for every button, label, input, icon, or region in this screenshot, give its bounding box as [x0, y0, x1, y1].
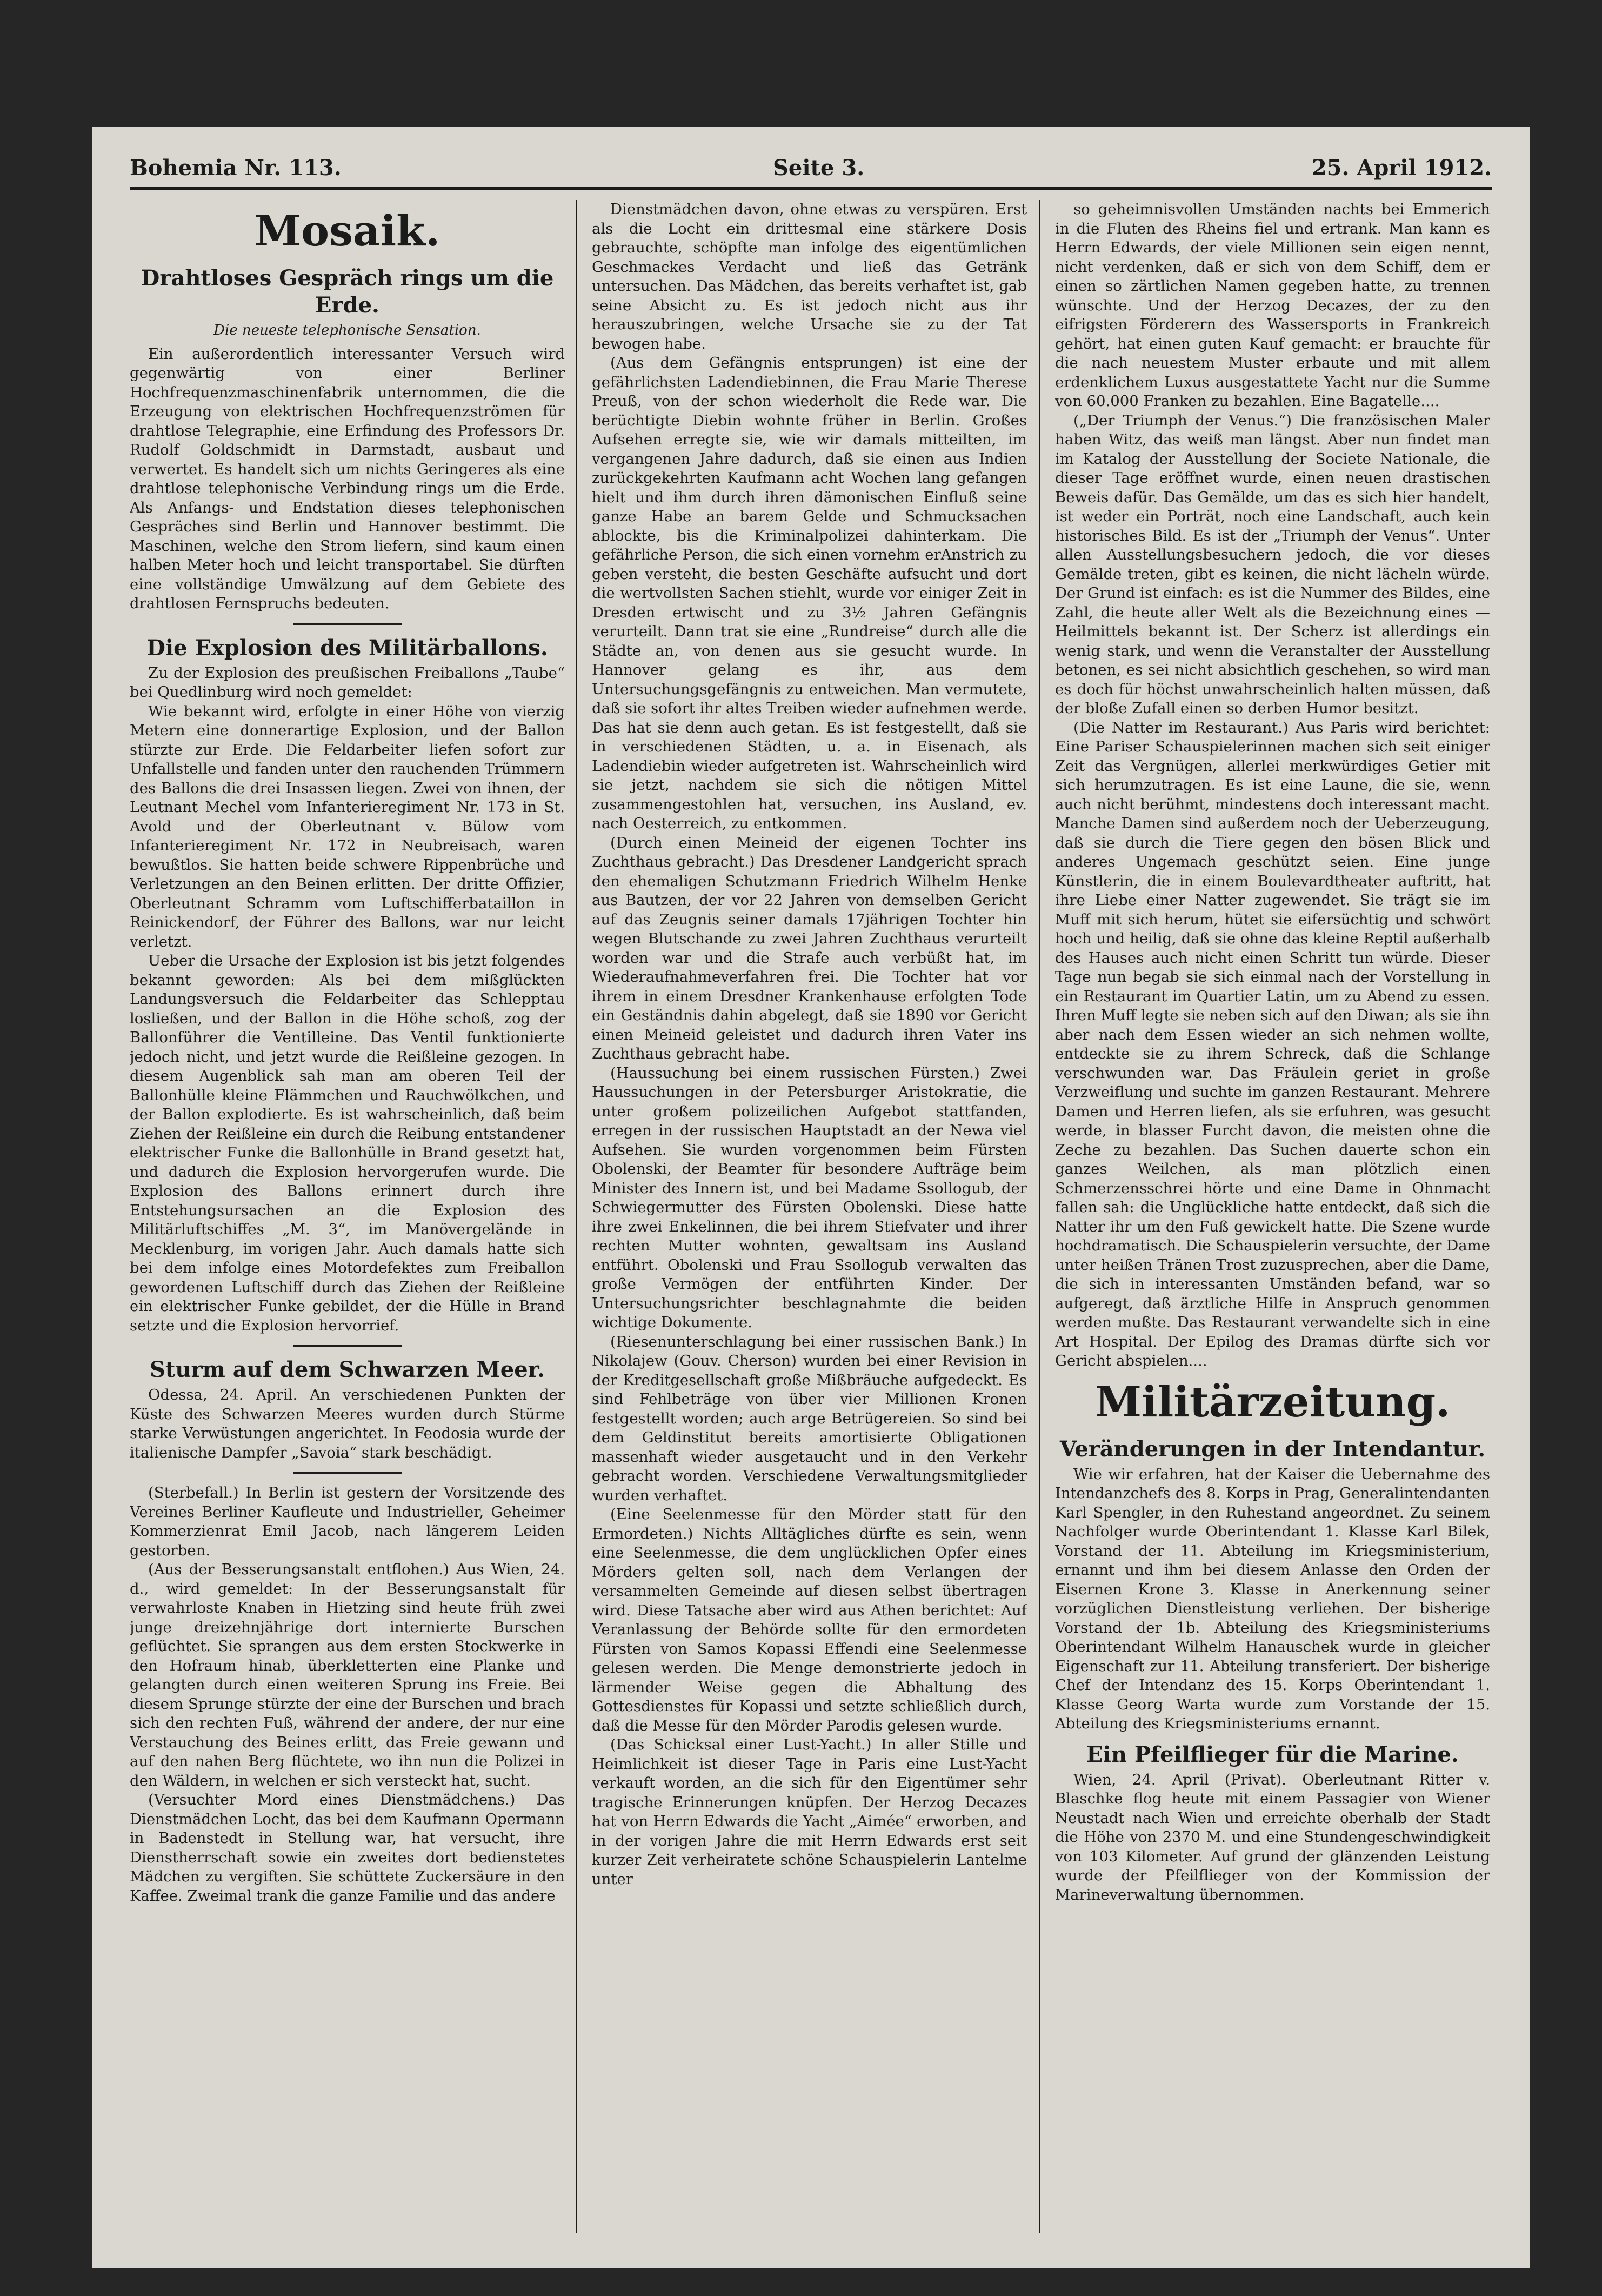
headline-drahtloses-gespraech: Drahtloses Gespräch rings um die Erde.: [141, 265, 554, 318]
article-divider: [293, 1345, 402, 1347]
page-header: [130, 149, 1492, 190]
headline-explosion-militaerballon: Die Explosion des Militärballons.: [146, 635, 548, 661]
section-title-militaerzeitung: Militärzeitung.: [1094, 1377, 1451, 1427]
article-paragraph: Wien, 24. April (Privat). Oberleutnant Ritter v. Blaschke flog heute mit einem Passagier von Wiener Neustadt nach Wien und erreichte oberhalb der Stadt die Höhe von 2370 M. und eine Stundengeschwindigkeit von 103 Kilometer. Auf grund der glänzenden Leistung wurde der Pfeilflieger von der Kommission der Marineverwaltung übernommen.: [1055, 1771, 1490, 1904]
article-paragraph: (Aus der Besserungsanstalt entflohen.) Aus Wien, 24. d., wird gemeldet: In der Besserungsanstalt für verwahrloste Knaben in Hietzing sind heute früh zwei junge dreizehnjährige dort internierte Burschen geflüchtet. Sie sprangen aus dem ersten Stockwerke in den Hofraum hinab, überkletterten eine Planke und gelangten durch einen weiteren Sprung ins Freie. Bei diesem Sprunge stürzte der eine der Burschen und brach sich den rechten Fuß, während der andere, der nur eine Verstauchung des Beines erlitt, das Freie gewann und auf den nahen Berg flüchtete, wo ihn nun die Polizei in den Wäldern, in welchen er sich versteckt hat, sucht.: [130, 1561, 565, 1789]
newspaper-page: [92, 127, 1530, 2268]
column-divider: [576, 200, 577, 2233]
article-paragraph: (Aus dem Gefängnis entsprungen) ist eine der gefährlichsten Ladendiebinnen, die Frau Marie Therese Preuß, von der schon wiederholt die Rede war. Die berüchtigte Diebin wohnte früher in Berlin. Großes Aufsehen erregte sie, wie wir damals mitteilten, im vergangenen Jahre dadurch, daß sie einen aus Indien zurückgekehrten Kaufmann acht Wochen lang gefangen hielt und ihm durch ihren dämonischen Einfluß seine ganze Habe an barem Gelde und Schmucksachen ablockte, bis die Kriminalpolizei dahinterkam. Die gefährliche Person, die sich einen vornehm erAnstrich zu geben versteht, die besten Geschäfte aufsucht und dort die wertvollsten Sachen stiehlt, wurde vor einiger Zeit in Dresden ertwischt und zu 3½ Jahren Gefängnis verurteilt. Dann trat sie eine „Rundreise“ durch alle die Städte an, von denen aus sie gesucht wurde. In Hannover gelang es ihr, aus dem Untersuchungsgefängnis zu entweichen. Man vermutete, daß sie sofort ihr altes Treiben wieder aufnehmen werde. Das hat sie denn auch getan. Es ist festgestellt, daß sie in verschiedenen Städten, u. a. in Eisenach, als Ladendiebin wieder aufgetreten ist. Wahrscheinlich wird sie jetzt, nachdem sie sich die nötigen Mittel zusammengestohlen hat, versuchen, ins Ausland, ev. nach Oesterreich, zu entkommen.: [592, 354, 1027, 832]
article-paragraph: Wie bekannt wird, erfolgte in einer Höhe von vierzig Metern eine donnerartige Explosion, und der Ballon stürzte zur Erde. Die Feldarbeiter liefen sofort zur Unfallstelle und fanden unter den rauchenden Trümmern des Ballons die drei Insassen liegen. Zwei von ihnen, der Leutnant Mechel vom Infanterieregiment Nr. 173 in St. Avold und der Oberleutnant v. Bülow vom Infanterieregiment Nr. 172 in Neubreisach, waren bewußtlos. Sie hatten beide schwere Rippenbrüche und Verletzungen an den Beinen erlitten. Der dritte Offizier, Oberleutnant Schramm vom Luftschifferbataillon in Reinickendorf, der Führer des Ballons, war nur leicht verletzt.: [130, 702, 565, 950]
article-paragraph: Dienstmädchen davon, ohne etwas zu verspüren. Erst als die Locht ein drittesmal eine stärkere Dosis gebrauchte, schöpfte man infolge des eigentümlichen Geschmackes Verdacht und ließ das Getränk untersuchen. Das Mädchen, das bereits verhaftet ist, gab seine Absicht zu. Es ist jedoch nicht aus ihr herauszubringen, welche Ursache sie zu der Tat bewogen habe.: [592, 201, 1027, 352]
page-number: Seite 3.: [773, 155, 865, 181]
column-3: [1055, 200, 1490, 2233]
issue-number: Bohemia Nr. 113.: [130, 155, 342, 181]
section-title-mosaik: Mosaik.: [254, 207, 440, 256]
article-paragraph: Ueber die Ursache der Explosion ist bis jetzt folgendes bekannt geworden: Als bei dem mißglückten Landungsversuch die Feldarbeiter das Schlepptau losließen, und der Ballon in die Höhe schoß, zog der Ballonführer die Ventilleine. Das Ventil funktionierte jedoch nicht, und jetzt wurde die Reißleine gezogen. In diesem Augenblick sah man am oberen Teil der Ballonhülle kleine Flämmchen und Rauchwölkchen, und der Ballon explodierte. Es ist wahrscheinlich, daß beim Ziehen der Reißleine ein durch die Reibung entstandener elektrischer Funke die Ballonhülle in Brand gesetzt hat, und dadurch die Explosion hervorgerufen wurde. Die Explosion des Ballons erinnert durch ihre Entstehungsursachen an die Explosion des Militärluftschiffes „M. 3“, im Manövergelände in Mecklenburg, im vorigen Jahr. Auch damals hatte sich bei dem infolge eines Motordefektes zum Freiballon gewordenen Luftschiff durch das Ziehen der Reißleine ein elektrischer Funke gebildet, der die Hülle in Brand setzte und die Explosion hervorrief.: [130, 952, 565, 1334]
column-divider: [1039, 200, 1040, 2233]
headline-intendantur: Veränderungen in der Intendantur.: [1059, 1436, 1486, 1462]
article-paragraph: Wie wir erfahren, hat der Kaiser die Uebernahme des Intendanzchefs des 8. Korps in Prag, Generalintendanten Karl Spengler, in den Ruhestand angeordnet. Zu seinem Nachfolger wurde Oberintendant 1. Klasse Karl Bilek, Vorstand der 11. Abteilung im Kriegsministerium, ernannt und ihm bei diesem Anlasse den Orden der Eisernen Krone 3. Klasse in Anerkennung seiner vorzüglichen Dienstleistung verliehen. Der bisherige Vorstand der 1b. Abteilung des Kriegsministeriums Oberintendant Wilhelm Hanauschek wurde in gleicher Eigenschaft zur 11. Abteilung transferiert. Der bisherige Chef der Intendanz des 15. Korps Oberintendant 1. Klasse Georg Warta wurde zum Vorstande der 15. Abteilung des Kriegsministeriums ernannt.: [1055, 1465, 1490, 1732]
column-1: [130, 200, 565, 2233]
article-paragraph: so geheimnisvollen Umständen nachts bei Emmerich in die Fluten des Rheins fiel und ertrank. Man kann es Herrn Edwards, der viele Millionen sein eigen nennt, nicht verdenken, daß er sich von dem Schiff, dem er einen so zärtlichen Namen gegeben hatte, zu trennen wünschte. Und der Herzog Decazes, der zu den eifrigsten Förderern des Wassersports in Frankreich gehört, hat einen guten Kauf gemacht: er brauchte für die nach neuestem Muster erbaute und mit allem erdenklichem Luxus ausgestattete Yacht nur die Summe von 60.000 Franken zu bezahlen. Eine Bagatelle....: [1055, 201, 1490, 410]
article-paragraph: (Haussuchung bei einem russischen Fürsten.) Zwei Haussuchungen in der Petersburger Aristokratie, die unter großem polizeilichen Aufgebot stattfanden, erregen in der russischen Hauptstadt an der Newa viel Aufsehen. Sie wurden vorgenommen beim Fürsten Obolenski, der Beamter für besondere Aufträge beim Minister des Innern ist, und bei Madame Ssollogub, der Schwiegermutter des Fürsten Obolenski. Diese hatte ihre zwei Enkelinnen, die bei ihrem Stiefvater und ihrer rechten Mutter wohnten, gewaltsam ins Ausland entführt. Obolenski und Frau Ssollogub verwalten das große Vermögen der entführten Kinder. Der Untersuchungsrichter beschlagnahmte die beiden wichtige Dokumente.: [592, 1064, 1027, 1331]
article-paragraph: Ein außerordentlich interessanter Versuch wird gegenwärtig von einer Berliner Hochfrequenzmaschinenfabrik unternommen, die die Erzeugung von elektrischen Hochfrequenzströmen für drahtlose Telegraphie, eine Erfindung des Professors Dr. Rudolf Goldschmidt in Darmstadt, ausbaut und verwertet. Es handelt sich um nichts Geringeres als eine drahtlose telephonische Verbindung rings um die Erde. Als Anfangs- und Endstation dieses telephonischen Gespräches sind Berlin und Hannover bestimmt. Die Maschinen, welche den Strom liefern, sind kaum einen halben Meter hoch und leicht transportabel. Sie dürften eine vollständige Umwälzung auf dem Gebiete des drahtlosen Fernspruchs bedeuten.: [130, 345, 565, 612]
issue-date: 25. April 1912.: [1311, 155, 1492, 181]
article-paragraph: Zu der Explosion des preußischen Freiballons „Taube“ bei Quedlinburg wird noch gemeldet:: [130, 664, 565, 701]
article-divider: [293, 623, 402, 625]
article-paragraph: (Sterbefall.) In Berlin ist gestern der Vorsitzende des Vereines Berliner Kaufleute und Industrieller, Geheimer Kommerzienrat Emil Jacob, nach längerem Leiden gestorben.: [130, 1484, 565, 1559]
article-divider: [293, 1472, 402, 1474]
article-paragraph: (Das Schicksal einer Lust-Yacht.) In aller Stille und Heimlichkeit ist dieser Tage in Paris eine Lust-Yacht verkauft worden, an die sich für den Eigentümer sehr tragische Erinnerungen knüpfen. Der Herzog Decazes hat von Herrn Edwards die Yacht „Aimée“ erworben, and in der vorigen Jahre die mit Herrn Edwards erst seit kurzer Zeit verheiratete schöne Schauspielerin Lantelme unter: [592, 1736, 1027, 1888]
article-paragraph: (Versuchter Mord eines Dienstmädchens.) Das Dienstmädchen Locht, das bei dem Kaufmann Opermann in Badenstedt in Stellung war, hat versucht, ihre Dienstherrschaft sowie ein zweites dort bedienstetes Mädchen zu vergiften. Sie schüttete Zuckersäure in den Kaffee. Zweimal trank die ganze Familie und das andere: [130, 1791, 565, 1905]
subheadline: Die neueste telephonische Sensation.: [213, 322, 481, 338]
article-paragraph: („Der Triumph der Venus.“) Die französischen Maler haben Witz, das weiß man längst. Aber nun findet man im Katalog der Ausstellung der Societe Nationale, die dieser Tage eröffnet wurde, einen neuen drastischen Beweis dafür. Das Gemälde, um das es sich hier handelt, ist weder ein Porträt, noch eine Landschaft, auch kein historisches Bild. Es ist der „Triumph der Venus“. Unter allen Ausstellungsbesuchern jedoch, die vor dieses Gemälde treten, gibt es keinen, die nicht lächeln würde. Der Grund ist einfach: es ist die Nummer des Bildes, eine Zahl, die heute aller Welt als die Bezeichnung eines — Heilmittels bekannt ist. Der Scherz ist allerdings ein wenig stark, und wenn die Veranstalter der Ausstellung betonen, es sei nicht absichtlich geschehen, so wird man es doch für höchst unwahrscheinlich halten müssen, daß der bloße Zufall einen so derben Humor besitzt.: [1055, 411, 1490, 717]
article-paragraph: (Durch einen Meineid der eigenen Tochter ins Zuchthaus gebracht.) Das Dresdener Landgericht sprach den ehemaligen Schutzmann Friedrich Wilhelm Henke aus Bautzen, der vor 22 Jahren von demselben Gericht auf das Zeugnis seiner damals 17jährigen Tochter hin wegen Blutschande zu zwei Jahren Zuchthaus verurteilt worden war und die Strafe auch verbüßt hat, im Wiederaufnahmeverfahren frei. Die Tochter hat vor ihrem in einem Dresdner Krankenhause erfolgten Tode ein Geständnis dahin abgelegt, daß sie 1890 vor Gericht einen Meineid geleistet und dadurch ihren Vater ins Zuchthaus gebracht habe.: [592, 834, 1027, 1062]
article-paragraph: (Eine Seelenmesse für den Mörder statt für den Ermordeten.) Nichts Alltägliches dürfte es sein, wenn eine Seelenmesse, die dem unglücklichen Opfer eines Mörders gelten soll, nach dem Verlangen der versammelten Gemeinde auf diesen selbst übertragen wird. Diese Tatsache aber wird aus Athen berichtet: Auf Veranlassung der Behörde sollte für den ermordeten Fürsten von Samos Kopassi Effendi eine Seelenmesse gelesen werden. Die Menge demonstrierte jedoch in lärmender Weise gegen die Abhaltung des Gottesdienstes für Kopassi und setzte schließlich durch, daß die Messe für den Mörder Parodis gelesen wurde.: [592, 1506, 1027, 1734]
headline-sturm-schwarzes-meer: Sturm auf dem Schwarzen Meer.: [150, 1357, 545, 1382]
column-2: [592, 200, 1027, 2233]
headline-pfeilflieger: Ein Pfeilflieger für die Marine.: [1086, 1741, 1459, 1767]
article-paragraph: (Die Natter im Restaurant.) Aus Paris wird berichtet: Eine Pariser Schauspielerinnen machen sich seit einiger Zeit das Vergnügen, allerlei merkwürdiges Getier mit sich herumzutragen. Es ist eine Laune, die sie, wenn auch nicht berühmt, mindestens doch interessant macht. Manche Damen sind außerdem noch der Ueberzeugung, daß sie durch die Tiere gegen den bösen Blick und anderes Ungemach geschützt seien. Eine junge Künstlerin, die in einem Boulevardtheater auftritt, hat ihre Liebe einer Natter zugewendet. Sie trägt sie im Muff mit sich herum, hütet sie eifersüchtig und schwört hoch und heilig, daß sie ohne das kleine Reptil außerhalb des Hauses auch nicht einen Schritt tun würde. Dieser Tage nun begab sie sich einmal nach der Vorstellung in ein Restaurant im Quartier Latin, um zu Abend zu essen. Ihren Muff legte sie neben sich auf den Diwan; als sie ihn aber nach dem Essen wieder an sich nehmen wollte, entdeckte sie zu ihrem Schreck, daß die Schlange verschwunden war. Das Fräulein geriet in große Verzweiflung und suchte im ganzen Restaurant. Mehrere Damen und Herren liefen, als sie erfuhren, was gesucht werde, in blasser Furcht davon, die meisten ohne die Zeche zu bezahlen. Das Suchen dauerte schon ein ganzes Weilchen, als man plötzlich einen Schmerzensschrei hörte und eine Dame in Ohnmacht fallen sah: die Unglückliche hatte entdeckt, daß sich die Natter ihr um den Fuß gewickelt hatte. Die Szene wurde hochdramatisch. Die Schauspielerin versuchte, der Dame unter heißen Tränen Trost zuzusprechen, aber die Dame, die sich in interessanten Umständen befand, war so aufgeregt, daß ärztliche Hilfe in Anspruch genommen werden mußte. Das Restaurant verwandelte sich in eine Art Hospital. Der Epilog des Dramas dürfte sich vor Gericht abspielen....: [1055, 718, 1490, 1369]
article-paragraph: (Riesenunterschlagung bei einer russischen Bank.) In Nikolajew (Gouv. Cherson) wurden bei einer Revision in der Kreditgesellschaft große Mißbräuche aufgedeckt. Es sind Fehlbeträge von über vier Millionen Kronen festgestellt worden; auch arge Betrügereien. So sind bei dem Geldinstitut bereits amortisierte Obligationen massenhaft wieder ausgetaucht und in den Verkehr gebracht worden. Verschiedene Verwaltungsmitglieder wurden verhaftet.: [592, 1333, 1027, 1504]
article-paragraph: Odessa, 24. April. An verschiedenen Punkten der Küste des Schwarzen Meeres wurden durch Stürme starke Verwüstungen angerichtet. In Feodosia wurde der italienische Dampfer „Savoia“ stark beschädigt.: [130, 1386, 565, 1461]
